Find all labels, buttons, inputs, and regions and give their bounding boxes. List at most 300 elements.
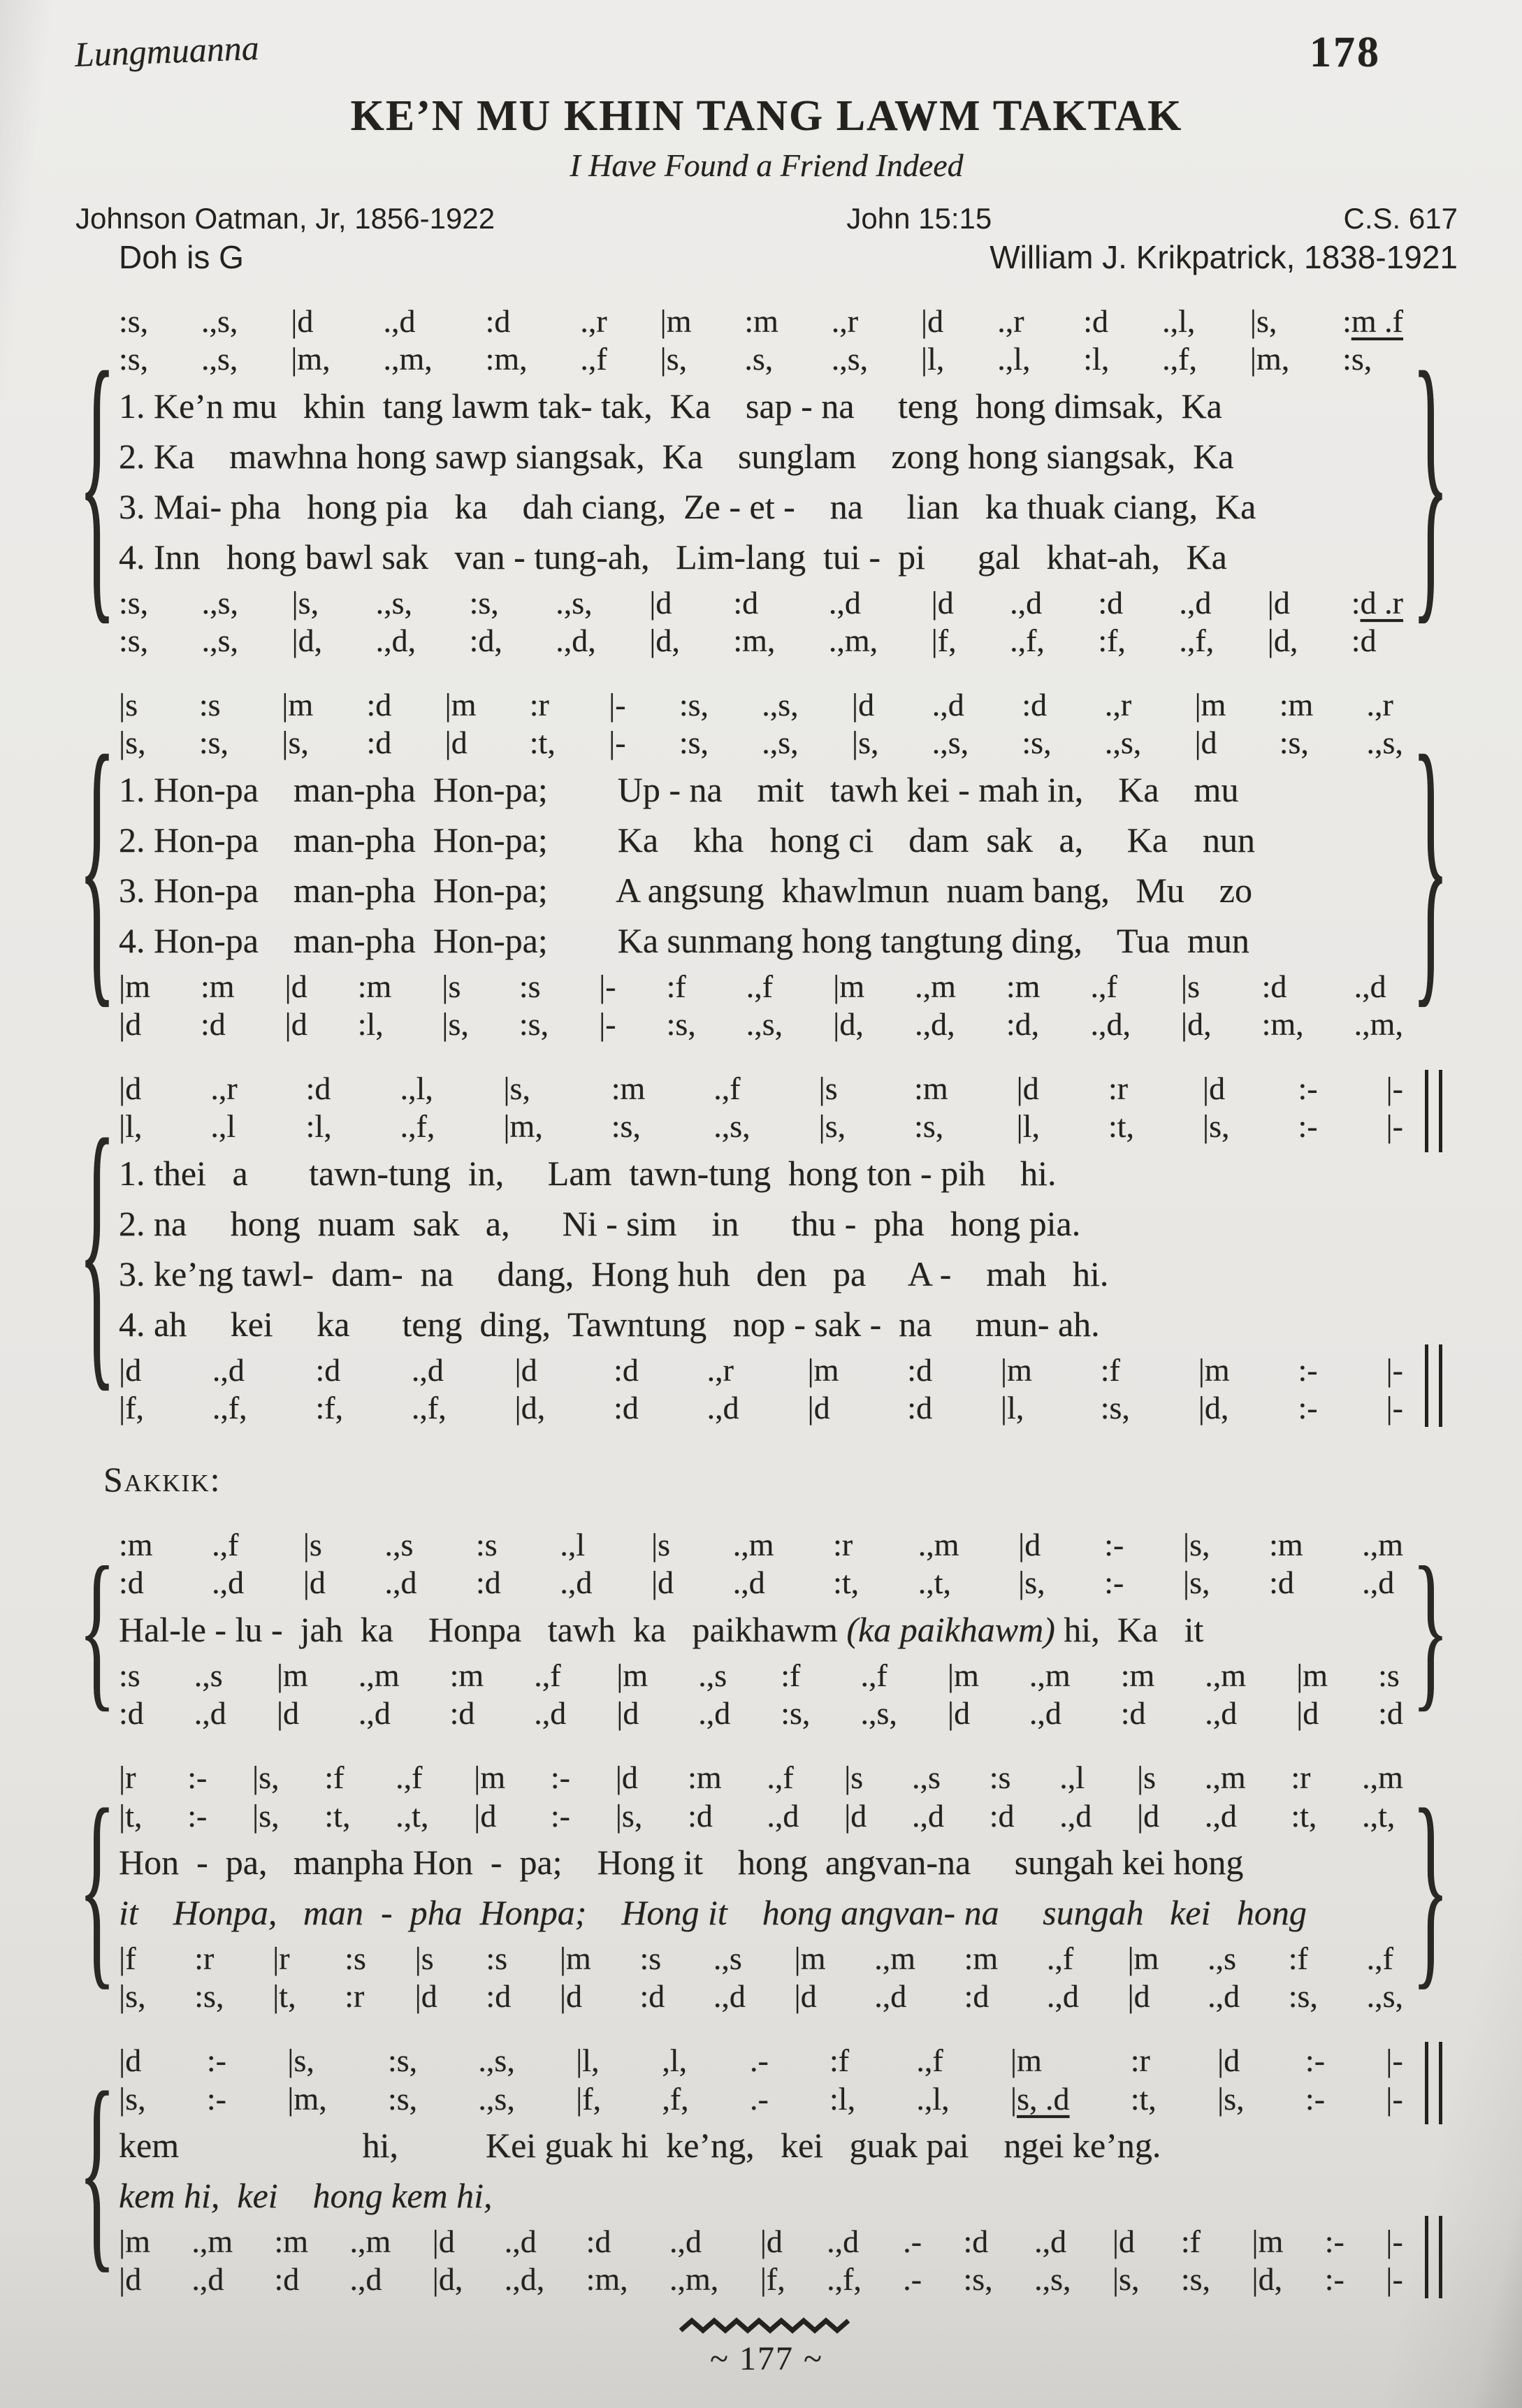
solfa-token: :m xyxy=(964,1940,999,1976)
solfa-token: :d xyxy=(1269,1565,1294,1601)
solfa-token: |m xyxy=(833,968,865,1004)
credits-row xyxy=(75,202,1458,235)
solfa-token: :d xyxy=(119,1695,144,1731)
solfa-token: :m, xyxy=(733,622,776,658)
solfa-token: |d xyxy=(920,303,944,339)
solfa-token: :r xyxy=(529,687,549,723)
verse-line: 4. Inn hong bawl sak van - tung-ah, Lim-lang tui - pi gal khat-ah, Ka xyxy=(119,537,1227,576)
solfa-token: |- xyxy=(1386,1351,1403,1388)
solfa-token: .,s, xyxy=(201,341,238,377)
solfa-token: .,m xyxy=(1029,1657,1071,1693)
solfa-token: |s, xyxy=(615,1797,643,1834)
solfa-token: |s, xyxy=(252,1797,280,1834)
solfa-token: :m xyxy=(1279,687,1314,723)
solfa-token: |d xyxy=(947,1695,971,1731)
solfa-token: .s, xyxy=(744,341,774,377)
solfa-token: .,r xyxy=(580,303,607,339)
solfa-token: .,s, xyxy=(201,584,239,621)
solfa-token: :- xyxy=(1298,1351,1318,1388)
solfa-token: |s, xyxy=(282,725,309,761)
solfa-token: |s xyxy=(1180,968,1201,1004)
solfa-token: .,m, xyxy=(383,341,433,377)
solfa-token: .,s xyxy=(1208,1940,1236,1976)
solfa-token: :d xyxy=(907,1351,933,1388)
chorus-label: Sakkik: xyxy=(103,1460,222,1500)
solfa-token: .,s, xyxy=(556,584,593,621)
left-brace-glyph: { xyxy=(78,1530,116,1727)
solfa-token: :f xyxy=(666,968,686,1004)
solfa-token: .,s, xyxy=(201,303,238,339)
verse-line: 2. Hon-pa man-pha Hon-pa; Ka kha hong ci dam sak a, Ka nun xyxy=(119,820,1256,860)
solfa-token: :m xyxy=(1006,968,1041,1004)
solfa-token: |s, xyxy=(291,584,319,621)
solfa-token: |m xyxy=(276,1657,308,1693)
solfa-token: :s, xyxy=(611,1108,641,1145)
solfa-token: :r xyxy=(345,1978,365,2015)
solfa-token: .,t, xyxy=(1362,1797,1396,1834)
verse-line: 1. Hon-pa man-pha Hon-pa; Up - na mit tawh kei - mah in, Ka mu xyxy=(119,769,1239,809)
verse-line: 1. Ke’n mu khin tang lawm tak- tak, Ka sap - na teng hong dimsak, Ka xyxy=(119,386,1222,426)
solfa-token: :d xyxy=(366,725,392,761)
solfa-token: .,m, xyxy=(1354,1006,1403,1042)
solfa-token: :s, xyxy=(198,725,229,761)
solfa-token: .,d xyxy=(560,1565,593,1601)
solfa-token: .,d xyxy=(383,303,416,339)
solfa-token: |f, xyxy=(760,2261,785,2298)
solfa-token: :d xyxy=(486,1978,512,2015)
solfa-token: :m xyxy=(357,968,392,1004)
solfa-token: .- xyxy=(749,2080,769,2117)
solfa-token: .,d xyxy=(358,1695,391,1731)
solfa-token: |d xyxy=(1296,1695,1319,1731)
solfa-token: :s, xyxy=(387,2080,418,2117)
solfa-token: .,r xyxy=(210,1071,238,1107)
solfa-token: |s xyxy=(1136,1760,1157,1796)
solfa-token: .,d xyxy=(828,584,861,621)
solfa-token: |s, xyxy=(1249,303,1277,339)
solfa-token: :s, xyxy=(1100,1389,1130,1426)
solfa-token: |d xyxy=(414,1978,437,2015)
solfa-token: .,d xyxy=(1362,1565,1395,1601)
solfa-token: :- xyxy=(550,1797,570,1834)
solfa-token: :s, xyxy=(194,1978,224,2015)
solfa-token: .,m xyxy=(874,1940,915,1976)
system-left-brace xyxy=(75,686,119,1043)
solfa-token: |d xyxy=(119,2043,142,2079)
solfa-token: .,d xyxy=(1179,584,1212,621)
hymn-subtitle: I Have Found a Friend Indeed xyxy=(570,147,964,183)
solfa-pair xyxy=(119,2223,1403,2299)
verse-line: kem hi, Kei guak hi ke’ng, kei guak pai ngei ke’ng. xyxy=(119,2125,1161,2165)
right-brace-glyph: } xyxy=(1412,693,1449,1033)
solfa-token: .,m xyxy=(1362,1760,1403,1796)
solfa-token: .,m xyxy=(191,2223,233,2259)
solfa-token: |d, xyxy=(291,622,323,658)
solfa-token: :m xyxy=(119,1527,153,1563)
solfa-token: |d xyxy=(514,1351,537,1388)
page-footer-area xyxy=(75,2316,1458,2378)
solfa-token: |d xyxy=(1217,2043,1240,2079)
key-row xyxy=(75,238,1458,276)
solfa-token: :t, xyxy=(529,725,556,761)
solfa-token: ,l, xyxy=(662,2043,688,2079)
solfa-token: .,r xyxy=(831,303,859,339)
system-right-mark xyxy=(1403,2042,1458,2298)
solfa-token: .,f, xyxy=(1162,341,1197,377)
solfa-token: |f, xyxy=(931,622,957,658)
solfa-token: .,s xyxy=(194,1657,223,1693)
solfa-token: :s xyxy=(639,1940,662,1976)
solfa-token: |d xyxy=(284,1006,307,1042)
solfa-token: .,f xyxy=(580,341,607,377)
solfa-token: :d xyxy=(200,1006,226,1042)
solfa-token: :- xyxy=(1104,1527,1124,1563)
solfa-token: |f, xyxy=(119,1389,145,1426)
solfa-token: .,s, xyxy=(762,687,799,723)
solfa-token: :- xyxy=(1324,2261,1345,2298)
solfa-token: :m .f xyxy=(1342,303,1403,339)
solfa-token: |t, xyxy=(273,1978,296,2015)
solfa-token: :d xyxy=(274,2261,300,2298)
solfa-token: :f xyxy=(324,1760,345,1796)
verse-line: it Honpa, man - pha Honpa; Hong it hong angvan- na sungah kei hong xyxy=(119,1892,1307,1932)
solfa-token: :d xyxy=(1378,1695,1403,1731)
solfa-token: :d xyxy=(688,1797,713,1834)
solfa-token: |s, xyxy=(1018,1565,1045,1601)
solfa-token: .,s, xyxy=(478,2043,515,2079)
solfa-token: :s, xyxy=(387,2043,418,2079)
solfa-token: :m xyxy=(914,1071,948,1107)
solfa-token: .,s, xyxy=(1034,2261,1071,2298)
solfa-token: .,s xyxy=(384,1527,414,1563)
solfa-token: .,f xyxy=(746,968,774,1004)
solfa-pair xyxy=(119,968,1403,1044)
solfa-token: :s, xyxy=(963,2261,993,2298)
solfa-token: |m xyxy=(947,1657,979,1693)
double-barline xyxy=(1425,2216,1442,2298)
solfa-token: |s, xyxy=(660,341,688,377)
system-left-brace xyxy=(75,1070,119,1427)
solfa-token: .,r xyxy=(1366,687,1393,723)
solfa-token: :s, xyxy=(119,303,149,339)
solfa-token: .,f, xyxy=(1010,622,1045,658)
solfa-token: .,d, xyxy=(375,622,416,658)
solfa-token: |m xyxy=(559,1940,591,1976)
left-brace-glyph: { xyxy=(78,1077,116,1417)
solfa-token: |s, xyxy=(119,1978,146,2015)
solfa-token: |s, xyxy=(818,1108,846,1145)
solfa-token: .,s, xyxy=(713,1108,751,1145)
solfa-token: .,f xyxy=(860,1657,887,1693)
solfa-token: :l, xyxy=(305,1108,332,1145)
solfa-token: |m xyxy=(119,2223,150,2259)
solfa-token: .,s, xyxy=(1104,725,1142,761)
solfa-pair xyxy=(119,1070,1403,1146)
solfa-token: .,f, xyxy=(827,2261,862,2298)
solfa-token: .,m xyxy=(1205,1657,1247,1693)
solfa-token: |d xyxy=(851,687,875,723)
solfa-token: .- xyxy=(903,2223,922,2259)
solfa-token: |d, xyxy=(1267,622,1298,658)
solfa-token: .,m xyxy=(349,2223,391,2259)
solfa-token: .,d xyxy=(1208,1978,1240,2015)
solfa-token: :m xyxy=(200,968,235,1004)
solfa-token: .,d xyxy=(713,1978,746,2015)
solfa-token: .,m, xyxy=(669,2261,719,2298)
solfa-token: :m xyxy=(611,1071,646,1107)
solfa-token: |s, xyxy=(1182,1565,1210,1601)
solfa-token: :- xyxy=(1324,2223,1345,2259)
solfa-token: .,s, xyxy=(831,341,869,377)
solfa-token: :f xyxy=(781,1657,801,1693)
solfa-token: :d xyxy=(315,1351,341,1388)
right-brace-glyph: } xyxy=(1412,1764,1449,2008)
solfa-token: :s, xyxy=(119,622,149,658)
solfa-token: ,f, xyxy=(662,2080,689,2117)
solfa-token: .,d, xyxy=(504,2261,545,2298)
solfa-token: .,f xyxy=(396,1760,423,1796)
solfa-token: |m xyxy=(474,1760,506,1796)
solfa-token: :r xyxy=(833,1527,853,1563)
solfa-token: |d xyxy=(119,1071,142,1107)
solfa-token: :d xyxy=(449,1695,475,1731)
solfa-token: :s, xyxy=(1279,725,1309,761)
solfa-token: |f xyxy=(119,1940,136,1976)
solfa-token: .,d, xyxy=(915,1006,955,1042)
solfa-token: .,d xyxy=(698,1695,731,1731)
solfa-token: .,d xyxy=(1059,1797,1092,1834)
solfa-token: |m xyxy=(1010,2043,1042,2079)
solfa-token: :l, xyxy=(1083,341,1110,377)
solfa-token: :m, xyxy=(485,341,528,377)
solfa-token: |d, xyxy=(649,622,680,658)
solfa-token: |s, xyxy=(119,2080,146,2117)
double-barline xyxy=(1425,2042,1442,2124)
verse-line: 1. thei a tawn-tung in, Lam tawn-tung hong ton - pih hi. xyxy=(119,1153,1057,1193)
solfa-token: .,f, xyxy=(212,1389,247,1426)
solfa-token: :d xyxy=(1261,968,1287,1004)
solfa-token: |m xyxy=(794,1940,826,1976)
solfa-token: |m xyxy=(1296,1657,1328,1693)
solfa-token: |s xyxy=(818,1071,838,1107)
solfa-token: :m xyxy=(449,1657,484,1693)
solfa-token: .,d xyxy=(1034,2223,1067,2259)
solfa-token: :m xyxy=(1269,1527,1303,1563)
solfa-token: .,d xyxy=(706,1389,739,1426)
solfa-token: :s xyxy=(989,1760,1011,1796)
solfa-token: .,m xyxy=(915,968,956,1004)
solfa-token: |m, xyxy=(291,341,331,377)
solfa-token: |- xyxy=(1386,1108,1403,1145)
solfa-token: :d xyxy=(1098,584,1124,621)
solfa-token: |s xyxy=(442,968,461,1004)
solfa-token: .,t, xyxy=(918,1565,951,1601)
music-systems xyxy=(75,303,1458,2298)
solfa-token: .,d xyxy=(411,1351,444,1388)
solfa-token: :t, xyxy=(833,1565,860,1601)
solfa-token: :d xyxy=(305,1071,331,1107)
music-system xyxy=(75,303,1458,660)
solfa-token: :d xyxy=(366,687,392,723)
solfa-token: :d .r xyxy=(1351,584,1403,621)
solfa-token: :s, xyxy=(119,584,149,621)
solfa-token: .,s, xyxy=(201,622,239,658)
solfa-token: |l, xyxy=(576,2043,600,2079)
solfa-token: |d, xyxy=(833,1006,864,1042)
system-right-mark xyxy=(1403,1759,1458,2015)
solfa-token: :- xyxy=(187,1760,208,1796)
verse-block xyxy=(119,1839,1403,1936)
solfa-token: :f xyxy=(1100,1351,1120,1388)
solfa-token: .,d xyxy=(504,2223,537,2259)
solfa-token: :m xyxy=(688,1760,722,1796)
solfa-token: |s, xyxy=(442,1006,469,1042)
solfa-token: :- xyxy=(1305,2080,1326,2117)
key-signature: Doh is G xyxy=(119,239,244,275)
solfa-token: |d, xyxy=(432,2261,463,2298)
solfa-pair xyxy=(119,2042,1403,2118)
solfa-token: |d, xyxy=(1252,2261,1283,2298)
solfa-token: .,d xyxy=(732,1565,765,1601)
solfa-token: .,d xyxy=(212,1565,245,1601)
solfa-token: |s, xyxy=(1182,1527,1210,1563)
solfa-token: |d xyxy=(807,1389,830,1426)
system-right-mark xyxy=(1403,1070,1458,1427)
solfa-token: .,s xyxy=(698,1657,727,1693)
solfa-token: .,m, xyxy=(828,622,878,658)
solfa-token: :l, xyxy=(829,2080,856,2117)
solfa-token: |s xyxy=(303,1527,322,1563)
solfa-token: .,d xyxy=(384,1565,417,1601)
solfa-token: .,d xyxy=(1204,1797,1237,1834)
solfa-token: .,s xyxy=(713,1940,742,1976)
solfa-token: |s, xyxy=(503,1071,530,1107)
solfa-token: |l, xyxy=(1016,1108,1041,1145)
solfa-token: |- xyxy=(609,687,626,723)
solfa-token: |d xyxy=(1112,2223,1136,2259)
solfa-token: |m xyxy=(444,687,477,723)
solfa-token: |d xyxy=(474,1797,497,1834)
solfa-token: :f xyxy=(829,2043,850,2079)
solfa-token: |d xyxy=(119,2261,142,2298)
solfa-token: |m xyxy=(1252,2223,1284,2259)
solfa-token: |d xyxy=(303,1565,326,1601)
solfa-token: :- xyxy=(1298,1108,1318,1145)
solfa-token: :d xyxy=(963,2223,989,2259)
solfa-token: :t, xyxy=(1130,2080,1157,2117)
solfa-token: |- xyxy=(599,968,616,1004)
verse-block xyxy=(119,1606,1403,1653)
solfa-token: :s, xyxy=(1342,341,1372,377)
solfa-token: :f, xyxy=(1098,622,1126,658)
solfa-token: |- xyxy=(1386,1389,1403,1426)
solfa-token: :d xyxy=(614,1351,639,1388)
solfa-token: |d, xyxy=(1180,1006,1212,1042)
solfa-token: .,l, xyxy=(997,341,1031,377)
solfa-token: |- xyxy=(609,725,626,761)
solfa-token: .,r xyxy=(1104,687,1132,723)
solfa-pair xyxy=(119,303,1403,379)
system-right-mark xyxy=(1403,686,1458,1043)
solfa-token: .,f, xyxy=(1179,622,1215,658)
solfa-token: |d xyxy=(1194,725,1217,761)
solfa-token: :m, xyxy=(586,2261,628,2298)
solfa-token: .,d xyxy=(194,1695,226,1731)
solfa-token: .,d, xyxy=(556,622,596,658)
solfa-token: :s, xyxy=(666,1006,696,1042)
solfa-token: |d xyxy=(1267,584,1290,621)
solfa-token: |s xyxy=(844,1760,864,1796)
solfa-token: :m, xyxy=(1261,1006,1304,1042)
solfa-token: |m, xyxy=(1249,341,1290,377)
solfa-token: .,m xyxy=(1204,1760,1246,1796)
solfa-token: :d xyxy=(733,584,759,621)
page-number-footer: ~ 177 ~ xyxy=(710,2340,823,2378)
solfa-token: :d xyxy=(1022,687,1048,723)
page-header xyxy=(75,28,1458,78)
solfa-token: |- xyxy=(1386,2261,1403,2298)
solfa-token: |d xyxy=(649,584,672,621)
solfa-token: .- xyxy=(749,2043,769,2079)
solfa-pair xyxy=(119,1351,1403,1428)
solfa-token: :r xyxy=(194,1940,215,1976)
system-left-brace xyxy=(75,1759,119,2015)
solfa-token: .,r xyxy=(997,303,1024,339)
solfa-token: .,f xyxy=(1090,968,1117,1004)
solfa-token: .,s, xyxy=(478,2080,515,2117)
system-right-mark xyxy=(1403,303,1458,660)
solfa-token: .,s, xyxy=(375,584,413,621)
verse-block xyxy=(119,383,1403,580)
lyricist: Johnson Oatman, Jr, 1856-1922 xyxy=(75,202,495,235)
solfa-token: .- xyxy=(903,2261,922,2298)
solfa-token: |d xyxy=(931,584,954,621)
solfa-pair xyxy=(119,1657,1403,1733)
solfa-token: .,s, xyxy=(932,725,969,761)
solfa-token: .,d xyxy=(767,1797,799,1834)
solfa-token: .,d xyxy=(827,2223,860,2259)
solfa-token: :- xyxy=(1305,2043,1326,2079)
solfa-token: .,s, xyxy=(860,1695,897,1731)
verse-line: 3. Mai- pha hong pia ka dah ciang, Ze - et - na lian ka thuak ciang, Ka xyxy=(119,486,1256,526)
solfa-token: .,d xyxy=(932,687,964,723)
solfa-token: |m, xyxy=(287,2080,327,2117)
verse-line: 2. Ka mawhna hong sawp siangsak, Ka sunglam zong hong siangsak, Ka xyxy=(119,436,1234,476)
solfa-token: |s, xyxy=(851,725,879,761)
system-left-brace xyxy=(75,1526,119,1732)
solfa-token: :s xyxy=(476,1527,498,1563)
solfa-token: .,d, xyxy=(1090,1006,1131,1042)
solfa-token: |d xyxy=(119,1351,142,1388)
solfa-token: :r xyxy=(1130,2043,1150,2079)
solfa-token: .,f, xyxy=(400,1108,435,1145)
solfa-token: |s xyxy=(651,1527,671,1563)
solfa-token: :d xyxy=(485,303,511,339)
solfa-token: |s xyxy=(414,1940,434,1976)
solfa-token: .,l xyxy=(1059,1760,1085,1796)
solfa-token: :f, xyxy=(315,1389,344,1426)
solfa-token: |d, xyxy=(1198,1389,1229,1426)
solfa-token: .,f xyxy=(1046,1940,1074,1976)
right-brace-glyph: } xyxy=(1412,1530,1449,1727)
music-system xyxy=(75,1526,1458,1732)
solfa-token: |s, xyxy=(119,725,146,761)
solfa-token: :d xyxy=(1083,303,1109,339)
solfa-pair xyxy=(119,1940,1403,2016)
solfa-token: :s, xyxy=(1288,1978,1318,2015)
solfa-token: :- xyxy=(1298,1071,1318,1107)
solfa-token: :- xyxy=(187,1797,208,1834)
